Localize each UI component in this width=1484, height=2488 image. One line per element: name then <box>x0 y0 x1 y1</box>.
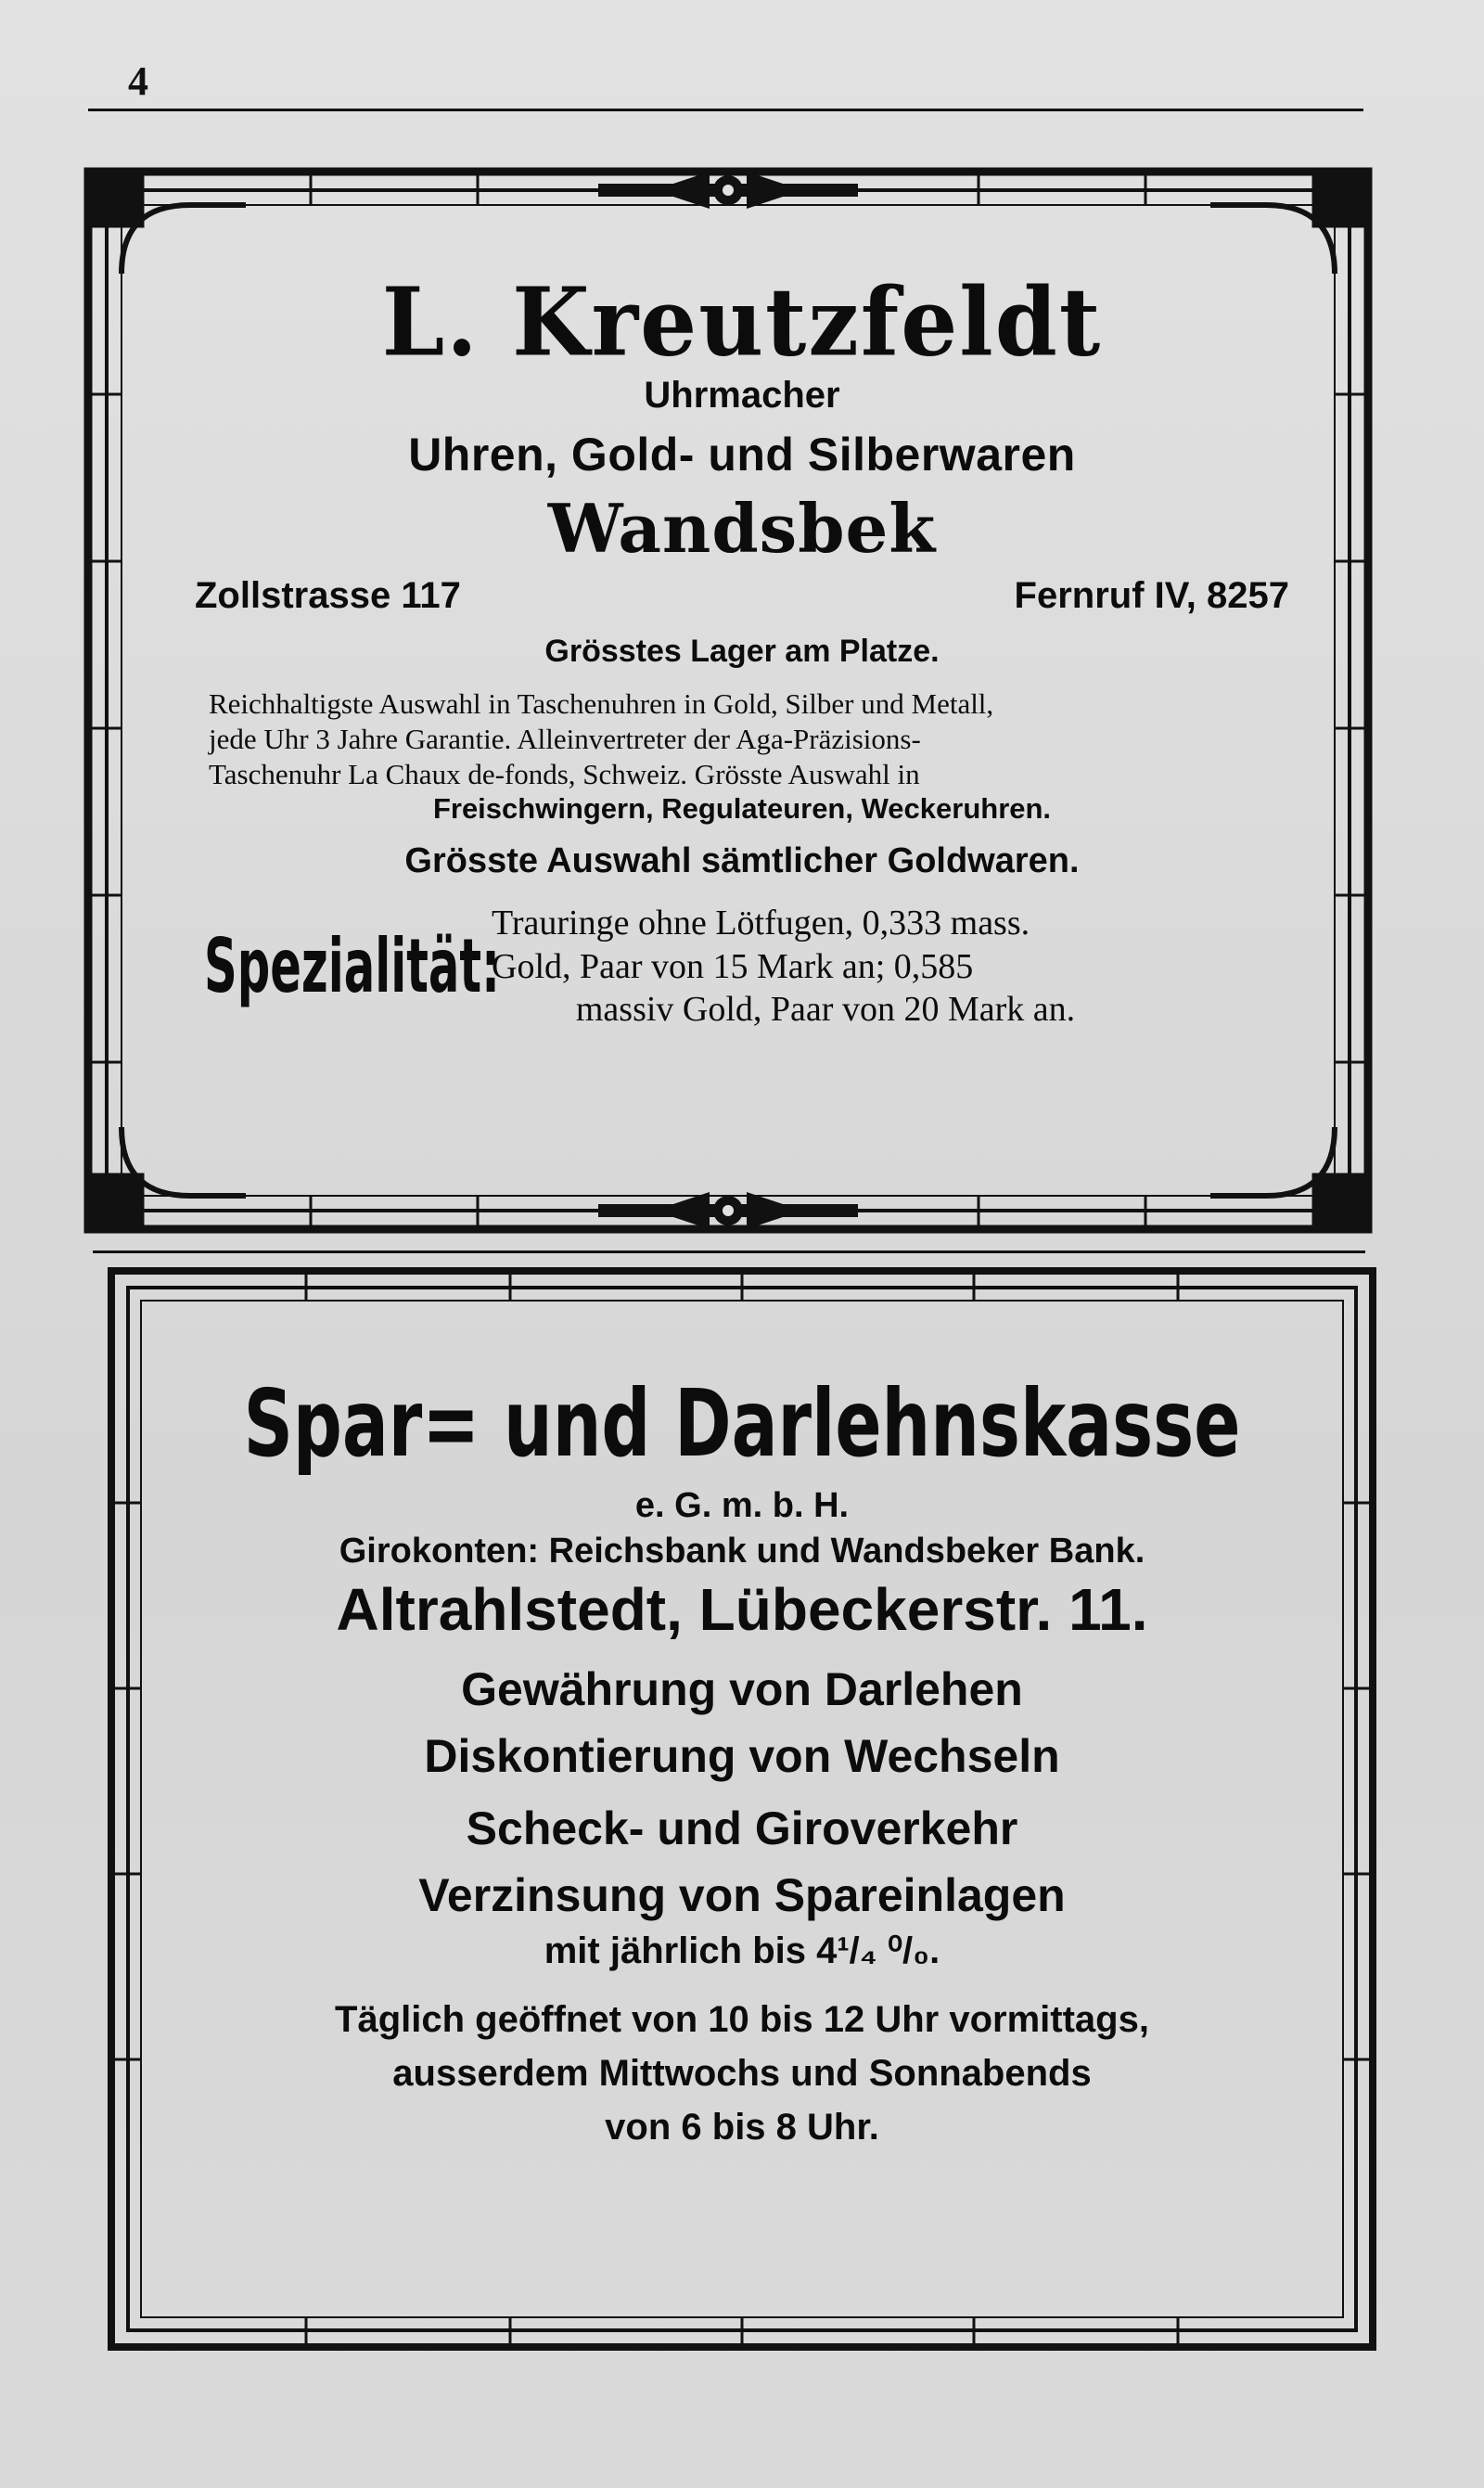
specialty-line: massiv Gold, Paar von 20 Mark an. <box>575 989 1076 1029</box>
bank-address: Altrahlstedt, Lübeckerstr. 11. <box>336 1576 1148 1643</box>
specialty-label: Spezialität: <box>204 922 500 1009</box>
savings-bank-advertisement <box>158 1369 1326 2154</box>
interest-rate: mit jährlich bis 4¹/₄ ⁰/₀. <box>544 1930 940 1971</box>
gold-selection-line: Grösste Auswahl sämtlicher Goldwaren. <box>404 841 1080 881</box>
hours-line: von 6 bis 8 Uhr. <box>605 2107 879 2148</box>
merchant-name: L. Kreutzfeldt <box>381 267 1103 378</box>
specialty-line: Gold, Paar von 15 Mark an; 0,585 <box>492 946 974 986</box>
opening-hours <box>158 1993 1326 2154</box>
address-row <box>139 575 1345 617</box>
giro-accounts: Girokonten: Reichsbank und Wandsbeker Bank. <box>339 1532 1145 1571</box>
hours-line: Täglich geöffnet von 10 bis 12 Uhr vormittags, <box>335 1999 1149 2040</box>
description-paragraph <box>209 686 1275 827</box>
bank-name: Spar= und Darlehnskasse <box>243 1369 1241 1478</box>
separator-rule <box>93 1250 1365 1253</box>
description-line: jede Uhr 3 Jahre Garantie. Alleinvertreter der Aga-Präzisions- <box>209 722 921 755</box>
city-name: Wandsbek <box>547 489 937 568</box>
profession: Uhrmacher <box>644 375 840 416</box>
street-address: Zollstrasse 117 <box>195 575 461 616</box>
service-discounting: Diskontierung von Wechseln <box>424 1730 1060 1782</box>
page-number: 4 <box>128 58 148 104</box>
hours-line: ausserdem Mittwochs und Sonnabends <box>392 2053 1092 2094</box>
service-cheque: Scheck- und Giroverkehr <box>466 1802 1018 1854</box>
goods-line: Uhren, Gold- und Silberwaren <box>408 429 1076 481</box>
legal-form: e. G. m. b. H. <box>634 1486 850 1525</box>
specialty-block <box>204 902 1345 1031</box>
description-line: Reichhaltigste Auswahl in Taschenuhren in Gold, Silber und Metall, <box>209 687 994 720</box>
specialty-text <box>492 902 1271 1031</box>
description-line: Freischwingern, Regulateuren, Weckeruhren. <box>432 792 1052 826</box>
kreutzfeldt-advertisement <box>139 267 1345 1031</box>
phone-number: Fernruf IV, 8257 <box>1014 575 1289 616</box>
service-savings: Verzinsung von Spareinlagen <box>418 1869 1066 1921</box>
top-rule <box>88 109 1363 111</box>
service-loans: Gewährung von Darlehen <box>461 1663 1023 1715</box>
largest-stock-line: Grösstes Lager am Platze. <box>544 634 940 669</box>
specialty-line: Trauringe ohne Lötfugen, 0,333 mass. <box>492 904 1030 943</box>
description-line: Taschenuhr La Chaux de-fonds, Schweiz. Grösste Auswahl in <box>209 757 920 790</box>
